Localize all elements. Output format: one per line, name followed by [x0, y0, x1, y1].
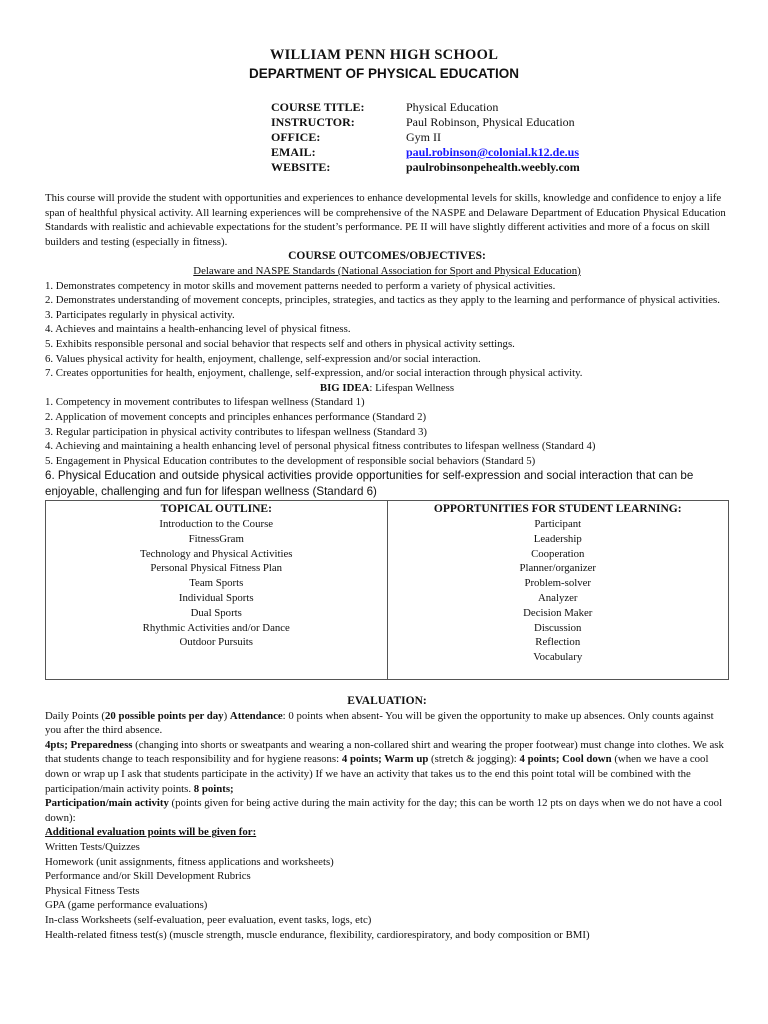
course-info [271, 100, 580, 175]
info-label: WEBSITE: [271, 160, 331, 174]
eval-text: (changing into shorts or sweatpants and wearing a non-collared shirt and wearing the proper footwear) must change into clothes. We ask that students change to teach responsibility and for hygiene reasons: [45, 738, 724, 766]
info-row-email [271, 145, 580, 160]
outcome-item: 4. Achieves and maintains a health-enhancing level of physical fitness. [45, 323, 351, 336]
outcome-item: 1. Demonstrates competency in motor skills and movement patterns needed to perform a variety of physical activities. [45, 279, 556, 292]
info-label: OFFICE: [271, 130, 321, 144]
evaluation-preparedness [45, 738, 729, 796]
topic-item: Introduction to the Course [159, 518, 274, 531]
outcomes-subheading: Delaware and NASPE Standards (National Association for Sport and Physical Education) [193, 264, 581, 277]
info-row-course-title [271, 100, 580, 115]
info-value: Gym II [406, 130, 441, 144]
opportunities-cell [387, 501, 729, 680]
eval-bold: 8 points; [193, 782, 234, 795]
big-idea-item: 5. Engagement in Physical Education contributes to the development of responsible social behaviors (Standard 5) [45, 454, 536, 467]
outcome-item: 2. Demonstrates understanding of movement concepts, principles, strategies, and tactics as they apply to the learning and performance of physical activities. [45, 294, 720, 307]
outcome-item: 6. Values physical activity for health, enjoyment, challenge, self-expression and/or social interaction. [45, 352, 481, 365]
eval-bold: Attendance [229, 709, 283, 722]
document-body [45, 191, 729, 942]
outcome-item: 7. Creates opportunities for health, enjoyment, challenge, self-expression, and/or social interaction through physical activity. [45, 367, 583, 380]
outcome-item: 3. Participates regularly in physical activity. [45, 308, 235, 321]
evaluation-daily-points [45, 709, 729, 738]
opportunity-item: Cooperation [531, 547, 585, 560]
eval-text: (points given for being active during the main activity for the day; this can be worth 12 pts on days when we do not have a cool down): [45, 797, 723, 824]
evaluation-item: In-class Worksheets (self-evaluation, peer evaluation, event tasks, logs, etc) [45, 913, 372, 926]
evaluation-item: Health-related fitness test(s) (muscle strength, muscle endurance, flexibility, cardiorespiratory, and body composition or BMI) [45, 928, 590, 941]
evaluation-item: Performance and/or Skill Development Rubrics [45, 870, 251, 883]
additional-points-heading: Additional evaluation points will be given for: [45, 826, 257, 839]
big-idea-heading [45, 381, 729, 396]
topic-item: Technology and Physical Activities [140, 547, 293, 560]
opportunity-item: Vocabulary [533, 651, 583, 664]
eval-bold: 20 possible points per day [104, 709, 224, 722]
opportunity-item: Participant [534, 518, 582, 531]
evaluation-heading: EVALUATION: [347, 695, 427, 708]
info-row-instructor [271, 115, 580, 130]
opportunity-item: Leadership [533, 532, 582, 545]
big-idea-text: : Lifespan Wellness [369, 381, 455, 394]
topic-item: Team Sports [189, 577, 244, 590]
eval-text: Daily Points ( [45, 709, 105, 722]
eval-bold: 4 points; Warm up [341, 753, 429, 766]
topic-item: Outdoor Pursuits [179, 636, 253, 649]
opportunity-item: Problem-solver [524, 577, 592, 590]
outcome-item: 5. Exhibits responsible personal and social behavior that respects self and others in physical activity settings. [45, 337, 515, 350]
opportunity-item: Reflection [535, 636, 581, 649]
opportunity-item: Decision Maker [523, 606, 593, 619]
info-value: Paul Robinson, Physical Education [406, 115, 575, 129]
info-label: COURSE TITLE: [271, 100, 365, 114]
big-idea-item: 1. Competency in movement contributes to lifespan wellness (Standard 1) [45, 396, 365, 409]
evaluation-item: Written Tests/Quizzes [45, 840, 140, 853]
eval-text: (stretch & jogging): [428, 753, 520, 766]
opportunity-item: Analyzer [537, 592, 578, 605]
info-label: INSTRUCTOR: [271, 115, 355, 129]
intro-paragraph: This course will provide the student with opportunities and experiences to enhance developmental levels for skills, knowledge and confidence to enjoy a life span of healthful physical activity. All learning experiences will be comprehensive of the NASPE and Delaware Department of Education Physical Education Standards with realistic and achievable expectations for the student’s performance. PE II will have slightly different activities and more of a focus on skill builders and testing (especially in fitness). [45, 192, 726, 248]
department-name: DEPARTMENT OF PHYSICAL EDUCATION [248, 66, 519, 81]
eval-text: ) [223, 709, 230, 722]
topic-item: Personal Physical Fitness Plan [150, 562, 283, 575]
topic-item: FitnessGram [188, 532, 244, 545]
eval-bold: 4pts; Preparedness [45, 738, 133, 751]
email-link[interactable]: paul.robinson@colonial.k12.de.us [406, 145, 579, 159]
website-text: paulrobinsonpehealth.weebly.com [406, 160, 580, 174]
outcomes-heading: COURSE OUTCOMES/OBJECTIVES: [288, 250, 486, 263]
info-label: EMAIL: [271, 145, 316, 159]
evaluation-participation [45, 796, 729, 825]
opportunities-heading: OPPORTUNITIES FOR STUDENT LEARNING: [433, 503, 682, 516]
evaluation-item: Homework (unit assignments, fitness applications and worksheets) [45, 855, 334, 868]
big-idea-label: BIG IDEA [319, 381, 370, 394]
big-idea-item: 6. Physical Education and outside physical activities provide opportunities for self-expression and social interaction that can be enjoyable, challenging and fun for lifespan wellness (Standard 6) [45, 469, 694, 498]
big-idea-item: 3. Regular participation in physical activity contributes to lifespan wellness (Standard 3) [45, 425, 427, 438]
topic-item: Rhythmic Activities and/or Dance [142, 621, 290, 634]
evaluation-item: Physical Fitness Tests [45, 884, 140, 897]
info-row-office [271, 130, 580, 145]
topical-outline-cell [46, 501, 388, 680]
evaluation-item: GPA (game performance evaluations) [45, 899, 208, 912]
opportunity-item: Discussion [534, 621, 582, 634]
info-row-website [271, 160, 580, 175]
eval-bold: 4 points; Cool down [519, 753, 612, 766]
opportunity-item: Planner/organizer [519, 562, 597, 575]
eval-text: : 0 points when absent- You will be given the opportunity to make up absences. Only counts against you after the third absence. [45, 709, 714, 737]
eval-bold: Participation/main activity [45, 797, 169, 810]
school-name: WILLIAM PENN HIGH SCHOOL [269, 47, 499, 63]
topic-item: Individual Sports [178, 592, 254, 605]
eval-text: (when we have a cool down or wrap up I ask that students participate in the activity) If we have an activity that takes us to the end this point total will be combined with the participation/main activity points. [45, 753, 709, 795]
big-idea-item: 2. Application of movement concepts and principles enhances performance (Standard 2) [45, 410, 427, 423]
big-idea-item: 4. Achieving and maintaining a health enhancing level of personal physical fitness contributes to lifespan wellness (Standard 4) [45, 440, 596, 453]
topical-outline-heading: TOPICAL OUTLINE: [160, 503, 272, 516]
info-value: Physical Education [406, 100, 499, 114]
topic-item: Dual Sports [190, 606, 242, 619]
topics-table [45, 500, 729, 680]
